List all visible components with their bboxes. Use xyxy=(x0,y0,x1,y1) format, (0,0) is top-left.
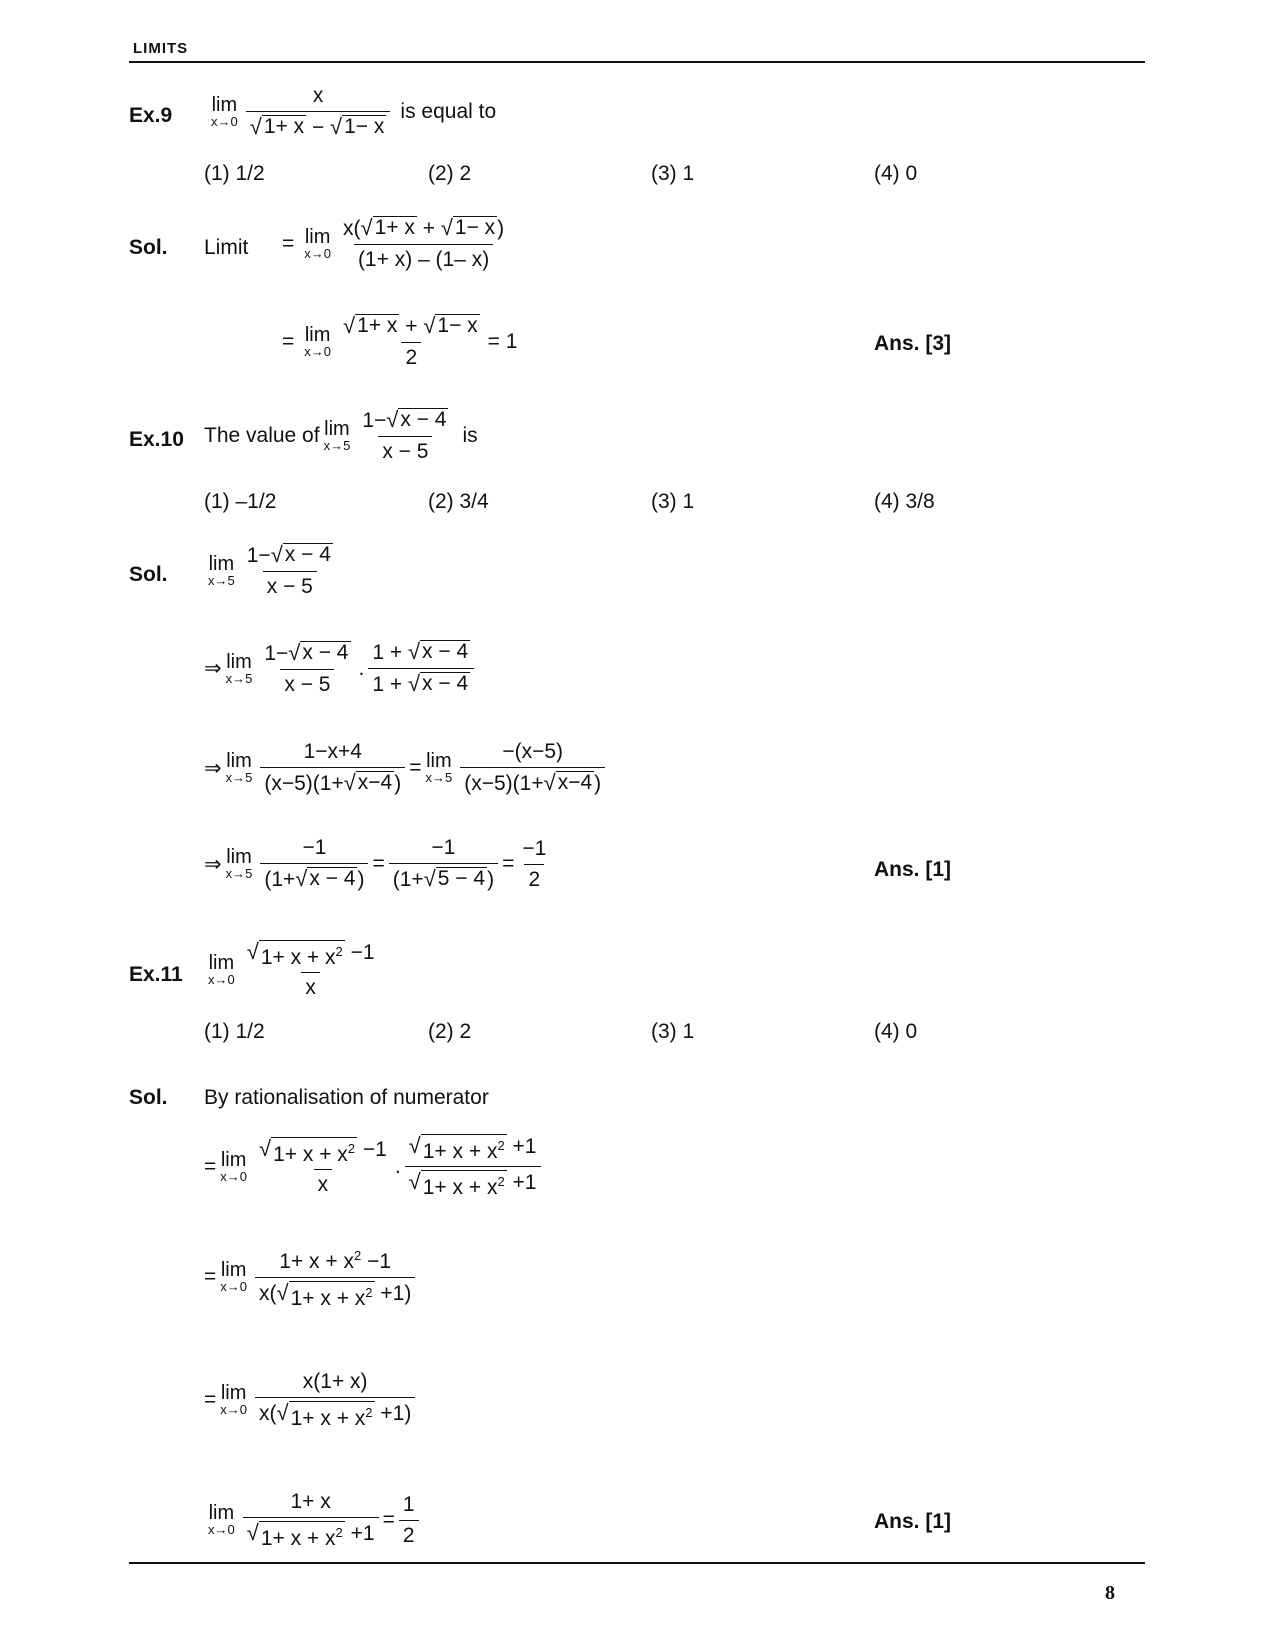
solution-9-line-2: = lim x→0 √ 1+ x + √ 1− x 2 = 1 xyxy=(282,313,518,369)
fraction: x √ 1+ x − √ 1− x xyxy=(246,84,391,140)
solution-9-word: Limit xyxy=(204,236,249,259)
solution-9-answer: Ans. [3] xyxy=(874,332,952,355)
solution-10-line-3: ⇒ lim x→5 1−x+4 (x−5)(1+ √ x−4 ) = lim x→5 −(x−5) (x−5)(1+ √ x−4 ) xyxy=(204,740,609,796)
ex10-option-3: (3) 1 xyxy=(651,490,695,513)
solution-11-intro: By rationalisation of numerator xyxy=(204,1086,489,1109)
page-header-title: LIMITS xyxy=(133,40,189,57)
solution-10-line-4: ⇒ lim x→5 −1 (1+ √ x − 4 ) = −1 (1+ √ 5 − 4 ) = $\frac{-1}{2}$ xyxy=(204,836,547,891)
example-11-expression: lim x→0 √ $1+ x + x^2$ −1 x xyxy=(208,939,375,999)
solution-10-line-1: lim x→5 1− √ x − 4 x − 5 xyxy=(208,542,331,598)
solution-10-label: Sol. xyxy=(129,563,168,586)
ex11-option-2: (2) 2 xyxy=(428,1020,472,1043)
example-10-label: Ex.10 xyxy=(129,428,184,451)
ex10-option-1: (1) –1/2 xyxy=(204,490,277,513)
example-10-expression: The value of lim x→5 1− √ x − 4 x − 5 is xyxy=(204,407,478,463)
ex9-option-1: (1) 1/2 xyxy=(204,162,265,185)
ex9-option-3: (3) 1 xyxy=(651,162,695,185)
solution-10-answer: Ans. [1] xyxy=(874,858,952,881)
ex10-option-4: (4) 3/8 xyxy=(874,490,935,513)
page-number: 8 xyxy=(1105,1582,1115,1604)
ex10-option-2: (2) 3/4 xyxy=(428,490,489,513)
ex11-option-3: (3) 1 xyxy=(651,1020,695,1043)
solution-11-line-2: = lim x→0 $1+ x + x^2 -1$ x( √ $1+ x + x^2$ +1) xyxy=(204,1244,419,1310)
example-9-expression: lim x→0 x √ 1+ x − √ 1− x is equal to xyxy=(211,84,497,139)
ex11-option-4: (4) 0 xyxy=(874,1020,918,1043)
solution-11-line-3: = lim x→0 x(1+ x) x( √ $1+ x + x^2$ +1) xyxy=(204,1370,419,1430)
ex11-option-1: (1) 1/2 xyxy=(204,1020,265,1043)
limit-operator: lim x→0 xyxy=(211,94,238,129)
footer-rule xyxy=(129,1562,1145,1564)
ex9-option-2: (2) 2 xyxy=(428,162,472,185)
solution-9-label: Sol. xyxy=(129,236,168,259)
solution-11-line-4: lim x→0 1+ x √ $1+ x + x^2$ +1 = $\frac{1}{2}$ xyxy=(204,1490,423,1550)
solution-11-line-1: = lim x→0 √ $1+ x + x^2$ −1 x . √ $1+ x + x^2$ +1 √ $1+ x + x^2$ +1 xyxy=(204,1134,545,1199)
example-9-label: Ex.9 xyxy=(129,104,173,127)
solution-11-label: Sol. xyxy=(129,1086,168,1109)
solution-11-answer: Ans. [1] xyxy=(874,1510,952,1533)
ex9-option-4: (4) 0 xyxy=(874,162,918,185)
solution-10-line-2: ⇒ lim x→5 1− √ x − 4 x − 5 . 1 + √ x − 4 1 + √ x − 4 xyxy=(204,640,478,697)
solution-9-line-1: = lim x→0 x( √ 1+ x + √ 1− x ) (1+ x) – (1– x) xyxy=(282,215,505,271)
header-rule xyxy=(129,61,1145,63)
example-11-label: Ex.11 xyxy=(129,963,183,986)
